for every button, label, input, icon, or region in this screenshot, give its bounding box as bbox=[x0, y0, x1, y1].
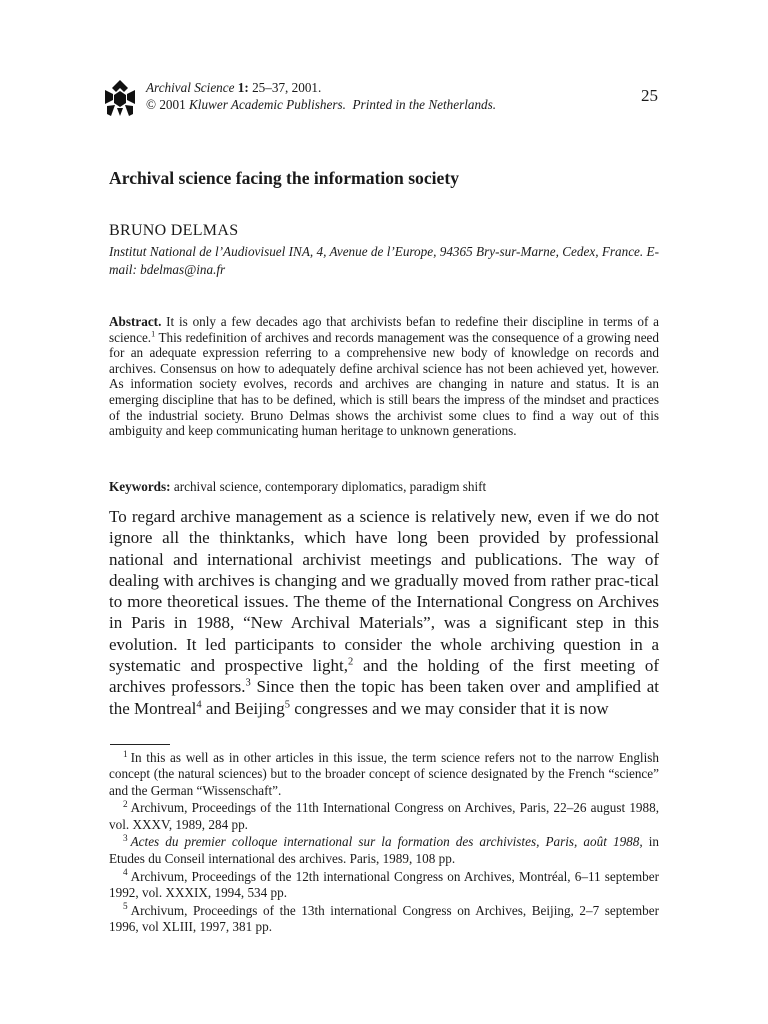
body-text-1: To regard archive management as a science is relatively new, even if we do not ignore all the thinktanks, which have long been provided by professional national and international archivist meetings and publications. The way of dealing with archives is changing and we gradually moved from rather prac-tical to more theoretical issues. The theme of the International Congress on Archives in Paris in 1988, “New Archival Materials”, was a significant step in this evolution. It led participants to consider the whole archiving question in a systematic and prospective light, bbox=[109, 507, 659, 676]
footnote-divider bbox=[110, 744, 170, 745]
keywords bbox=[109, 479, 659, 495]
body-text-2: and the holding of the first meeting of archives professors. bbox=[109, 656, 660, 697]
footnote-1 bbox=[109, 750, 659, 799]
footnote-number-3: 3 bbox=[123, 833, 128, 844]
abstract-text-2: This redefinition of archives and records management was the consequence of a growing need for an adequate expression referring to a comprehensive new body of knowledge on records and archives. Consensus on how to adequately define archival science has not been achieved yet, however. As information society evolves, records and archives are changing in nature and status. It is an emerging discipline that has to be defined, which is still bears the impress of the mindset and practices of the industrial society. Bruno Delmas shows the archivist some clues to find a way out of this ambiguity and keep communicating human heritage to unknown generations. bbox=[109, 329, 659, 439]
journal-pages-year: 25–37, 2001. bbox=[248, 80, 322, 95]
footnote-text-2: Archivum, Proceedings of the 11th International Congress on Archives, Paris, 22–26 august 1988, vol. XXXV, 1989, 284 pp. bbox=[109, 800, 659, 832]
page-number: 25 bbox=[641, 86, 658, 105]
footnote-number-1: 1 bbox=[123, 748, 128, 759]
publisher-name: Kluwer Academic Publishers. bbox=[189, 96, 346, 112]
footnote-5 bbox=[109, 903, 659, 936]
footnotes bbox=[109, 750, 659, 937]
footnote-2 bbox=[109, 800, 659, 833]
footnote-italic-3: Actes du premier colloque international sur la formation des archivistes, Paris, août 1988, bbox=[130, 834, 643, 850]
footnote-ref-4[interactable]: 4 bbox=[196, 699, 202, 711]
body-text-4: and Beijing bbox=[201, 698, 285, 718]
journal-line bbox=[146, 80, 616, 97]
author-name: BRUNO DELMAS bbox=[109, 222, 239, 239]
journal-name: Archival Science bbox=[146, 80, 235, 95]
abstract-label: Abstract. bbox=[109, 314, 162, 329]
footnote-ref-5[interactable]: 5 bbox=[284, 699, 290, 711]
footnote-ref-2[interactable]: 2 bbox=[348, 656, 354, 668]
keywords-text: archival science, contemporary diplomatics, paradigm shift bbox=[170, 479, 487, 494]
body-text-5: congresses and we may consider that it is now bbox=[289, 698, 609, 718]
copyright-line bbox=[146, 97, 616, 114]
footnote-ref-1[interactable]: 1 bbox=[151, 329, 156, 339]
journal-citation bbox=[146, 80, 616, 113]
author-affiliation: Institut National de l’Audiovisuel INA, 4, Avenue de l’Europe, 94365 Bry-sur-Marne, Cedex, France. E-mail: bdelmas@ina.fr bbox=[109, 244, 659, 277]
abstract bbox=[109, 314, 659, 439]
keywords-label: Keywords: bbox=[109, 479, 171, 494]
article-title: Archival science facing the information society bbox=[109, 168, 460, 188]
footnote-text-1: In this as well as in other articles in this issue, the term science refers not to the narrow English concept (the natural sciences) but to the broader concept of science designated by the French “science” and the German “Wissenschaft”. bbox=[109, 750, 659, 798]
footnote-number-5: 5 bbox=[123, 901, 128, 912]
printed-location: Printed in the Netherlands. bbox=[352, 96, 497, 112]
footnote-number-4: 4 bbox=[123, 867, 128, 878]
body-paragraph bbox=[109, 506, 659, 719]
footnote-text-5: Archivum, Proceedings of the 13th international Congress on Archives, Beijing, 2–7 september 1996, vol XLIII, 1997, 381 pp. bbox=[109, 902, 659, 934]
copyright-prefix: © 2001 bbox=[146, 96, 189, 112]
body-text-3: Since then the topic has been taken over and amplified at the Montreal bbox=[109, 677, 659, 718]
footnote-3 bbox=[109, 834, 659, 867]
footnote-number-2: 2 bbox=[123, 799, 128, 809]
kluwer-logo-icon bbox=[101, 78, 139, 118]
journal-volume: 1: bbox=[237, 80, 249, 95]
abstract-text-1: It is only a few decades ago that archivists befan to redefine their discipline in terms of a science. bbox=[109, 314, 659, 345]
footnote-text-4: Archivum, Proceedings of the 12th international Congress on Archives, Montréal, 6–11 september 1992, vol. XXXIX, 1994, 534 pp. bbox=[109, 868, 659, 900]
footnote-text-3: in Etudes du Conseil international des archives. Paris, 1989, 108 pp. bbox=[109, 834, 660, 866]
footnote-4 bbox=[109, 869, 659, 902]
footnote-ref-3[interactable]: 3 bbox=[245, 677, 251, 689]
